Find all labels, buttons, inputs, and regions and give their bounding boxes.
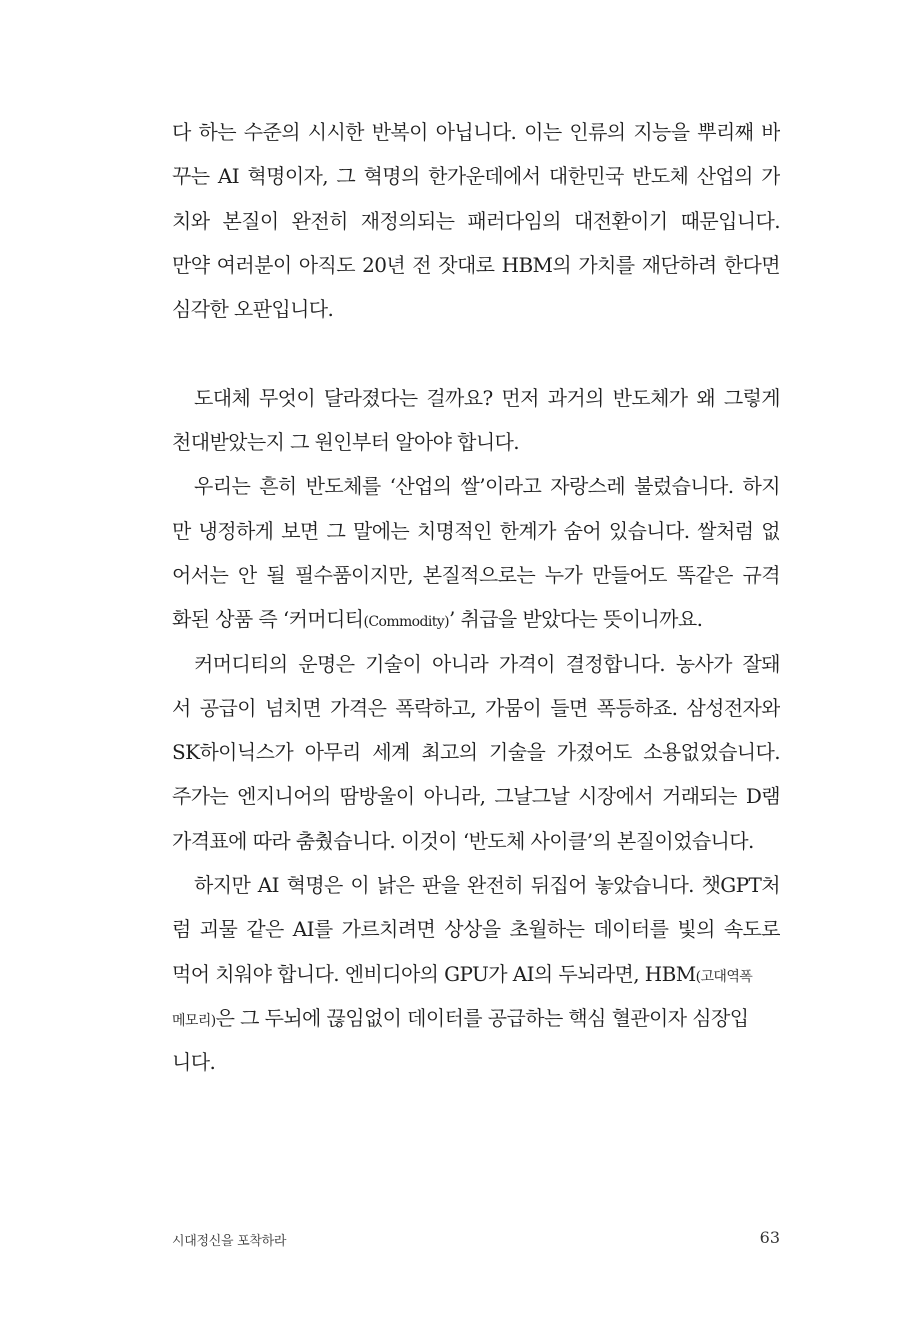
text-line: 천대받았는지 그 원인부터 알아야 합니다.	[172, 430, 520, 455]
text-line: 다 하는 수준의 시시한 반복이 아닙니다. 이는 인류의 지능을 뿌리째 바	[172, 120, 780, 144]
text-segment: 먹어 치워야 합니다. 엔비디아의 GPU가 AI의 두뇌라면, HBM	[172, 961, 696, 986]
text-line: 심각한 오판입니다.	[172, 297, 334, 322]
text-segment-small: (Commodity)	[363, 614, 449, 631]
text-line: 서 공급이 넘치면 가격은 폭락하고, 가뭄이 들면 폭등하죠. 삼성전자와	[172, 695, 780, 720]
paragraph-gap	[172, 331, 780, 375]
page-number: 63	[759, 1228, 780, 1247]
text-line: 꾸는 AI 혁명이자, 그 혁명의 한가운데에서 대한민국 반도체 산업의 가	[172, 164, 780, 189]
text-segment-small: (고대역폭	[695, 968, 753, 985]
text-line: 가격표에 따라 춤췄습니다. 이것이 ‘반도체 사이클’의 본질이었습니다.	[172, 828, 754, 853]
text-line: 주가는 엔지니어의 땀방울이 아니라, 그날그날 시장에서 거래되는 D램	[172, 784, 780, 809]
text-line	[172, 952, 780, 996]
text-line: 만약 여러분이 아직도 20년 전 잣대로 HBM의 가치를 재단하려 한다면	[172, 252, 780, 277]
body-text	[172, 110, 780, 1085]
text-line: SK하이닉스가 아무리 세계 최고의 기술을 가졌어도 소용없었습니다.	[172, 740, 780, 765]
text-line: 럼 괴물 같은 AI를 가르치려면 상상을 초월하는 데이터를 빛의 속도로	[172, 917, 780, 942]
text-line: 도대체 무엇이 달라졌다는 걸까요? 먼저 과거의 반도체가 왜 그렇게	[194, 385, 780, 410]
text-segment: 은 그 두뇌에 끊임없이 데이터를 공급하는 핵심 혈관이자 심장입	[215, 1005, 749, 1030]
text-line	[172, 996, 780, 1040]
text-line: 하지만 AI 혁명은 이 낡은 판을 완전히 뒤집어 놓았습니다. 챗GPT처	[194, 873, 780, 898]
text-line: 어서는 안 될 필수품이지만, 본질적으로는 누가 만들어도 똑같은 규격	[172, 562, 780, 587]
text-segment: ’ 취급을 받았다는 뜻이니까요.	[448, 607, 703, 632]
running-footer-title: 시대정신을 포착하라	[172, 1234, 287, 1249]
text-line: 니다.	[172, 1050, 216, 1075]
text-segment-small: 메모리)	[172, 1012, 216, 1029]
text-segment: 화된 상품 즉 ‘커머디티	[172, 607, 364, 632]
text-line: 치와 본질이 완전히 재정의되는 패러다임의 대전환이기 때문입니다.	[172, 208, 780, 233]
text-line	[172, 597, 780, 641]
text-line: 우리는 흔히 반도체를 ‘산업의 쌀’이라고 자랑스레 불렀습니다. 하지	[194, 474, 780, 499]
text-line: 만 냉정하게 보면 그 말에는 치명적인 한계가 숨어 있습니다. 쌀처럼 없	[172, 518, 780, 543]
text-line: 커머디티의 운명은 기술이 아니라 가격이 결정합니다. 농사가 잘돼	[194, 651, 780, 676]
